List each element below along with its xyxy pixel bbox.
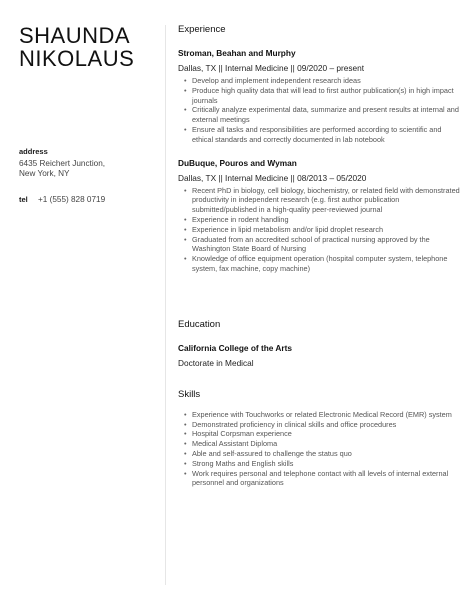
job-company: DuBuque, Pouros and Wyman — [178, 157, 297, 168]
list-item: • Work requires personal and telephone contact with all levels of internal external personnel and organizations — [178, 469, 463, 489]
job-meta: Dallas, TX || Internal Medicine || 09/2020 – present — [178, 63, 365, 73]
column-divider — [165, 25, 166, 585]
education-title: Education — [178, 318, 221, 330]
list-item: • Knowledge of office equipment operation (hospital computer system, telephone system, fax machine, copy machine) — [178, 254, 463, 274]
skills-list — [178, 410, 463, 488]
list-item: • Ensure all tasks and responsibilities are performed according to scientific and ethical standards and correctly documented in lab notebook — [178, 125, 463, 145]
tel-label: tel — [19, 195, 28, 204]
job-bullets — [178, 186, 463, 274]
list-item: • Recent PhD in biology, cell biology, biochemistry, or related field with demonstrated productivity in independent research (e.g. first author publication submitted/published in a high-quality peer-reviewed journal — [178, 186, 463, 215]
address-line-2: New York, NY — [19, 169, 70, 178]
job-1 — [178, 48, 463, 145]
education-school: California College of the Arts — [178, 342, 293, 353]
list-item: • Experience in lipid metabolism and/or lipid droplet research — [178, 225, 463, 235]
list-item: • Experience in rodent handling — [178, 215, 463, 225]
list-item: • Demonstrated proficiency in clinical skills and office procedures — [178, 420, 463, 430]
main-column — [178, 24, 463, 488]
job-meta: Dallas, TX || Internal Medicine || 08/2013 – 05/2020 — [178, 172, 367, 183]
list-item: • Develop and implement independent research ideas — [178, 76, 463, 86]
list-item: • Critically analyze experimental data, summarize and present results at internal and external meetings — [178, 105, 463, 125]
tel-value: +1 (555) 828 0719 — [38, 195, 106, 204]
list-item: • Medical Assistant Diploma — [178, 439, 463, 449]
name-block — [19, 24, 157, 70]
experience-title: Experience — [178, 24, 226, 35]
last-name: NIKOLAUS — [19, 46, 135, 71]
first-name: SHAUNDA — [19, 23, 131, 48]
list-item: • Produce high quality data that will lead to first author publication(s) in high impact journals — [178, 86, 463, 106]
job-bullets — [178, 76, 463, 145]
address-label: address — [19, 147, 48, 156]
education-degree: Doctorate in Medical — [178, 357, 254, 368]
list-item: • Strong Maths and English skills — [178, 459, 463, 469]
job-company: Stroman, Beahan and Murphy — [178, 48, 296, 58]
list-item: • Graduated from an accredited school of practical nursing approved by the Washington State Board of Nursing — [178, 235, 463, 255]
job-2 — [178, 158, 463, 274]
list-item: • Hospital Corpsman experience — [178, 429, 463, 439]
list-item: • Experience with Touchworks or related Electronic Medical Record (EMR) system — [178, 410, 463, 420]
address-line-1: 6435 Reichert Junction, — [19, 159, 106, 168]
skills-title: Skills — [178, 388, 201, 400]
list-item: • Able and self-assured to challenge the status quo — [178, 449, 463, 459]
